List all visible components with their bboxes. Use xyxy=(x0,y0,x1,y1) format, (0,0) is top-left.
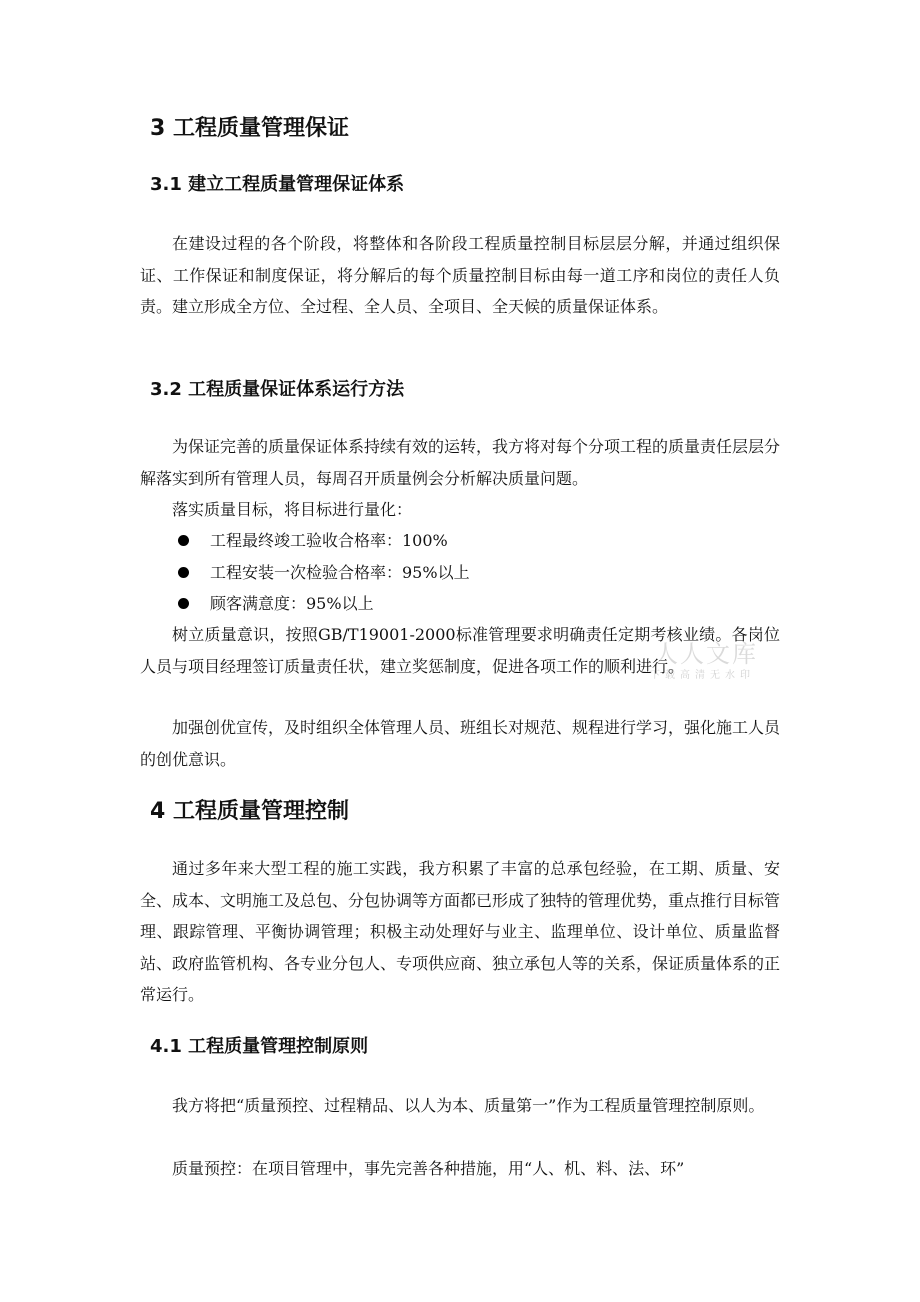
section-4-1-paragraph-2: 质量预控：在项目管理中，事先完善各种措施，用“人、机、料、法、环” xyxy=(172,1159,685,1178)
quality-target-list xyxy=(172,525,772,620)
section-3-2-heading: 3.2 工程质量保证体系运行方法 xyxy=(150,379,405,400)
list-item-text: 顾客满意度：95%以上 xyxy=(210,594,374,613)
section-4-1-paragraph-1: 我方将把“质量预控、过程精品、以人为本、质量第一”作为工程质量管理控制原则。 xyxy=(172,1096,765,1115)
section-4-1-heading: 4.1 工程质量管理控制原则 xyxy=(150,1036,369,1057)
list-item-text: 工程安装一次检验合格率：95%以上 xyxy=(210,562,470,582)
list-item xyxy=(172,525,772,557)
section-3-2-paragraph-4: 加强创优宣传，及时组织全体管理人员、班组长对规范、规程进行学习，强化施工人员的创优意识。 xyxy=(140,718,781,769)
section-3-2-paragraph-3: 树立质量意识，按照GB/T19001-2000标准管理要求明确责任定期考核业绩。各岗位人员与项目经理签订质量责任状，建立奖惩制度，促进各项工作的顺利进行。 xyxy=(140,625,780,676)
section-3-1-paragraph: 在建设过程的各个阶段，将整体和各阶段工程质量控制目标层层分解，并通过组织保证、工作保证和制度保证，将分解后的每个质量控制目标由每一道工序和岗位的责任人负责。建立形成全方位、全过程、全人员、全项目、全天候的质量保证体系。 xyxy=(140,234,780,316)
list-item-text: 工程最终竣工验收合格率：100% xyxy=(210,531,448,550)
list-item xyxy=(172,588,772,620)
section-4-heading: 4 工程质量管理控制 xyxy=(150,799,349,824)
watermark-subtitle: 下载高清无水印 xyxy=(650,670,755,681)
section-3-2-paragraph-2: 落实质量目标，将目标进行量化： xyxy=(172,500,413,519)
bullet-dot-icon xyxy=(178,535,189,546)
section-3-heading: 3 工程质量管理保证 xyxy=(150,116,349,141)
list-item xyxy=(172,557,772,589)
watermark-title: 人人文库 xyxy=(654,640,758,668)
bullet-dot-icon xyxy=(178,598,189,609)
section-3-2-paragraph-1: 为保证完善的质量保证体系持续有效的运转，我方将对每个分项工程的质量责任层层分解落实到所有管理人员，每周召开质量例会分析解决质量问题。 xyxy=(140,437,781,488)
section-4-paragraph: 通过多年来大型工程的施工实践，我方积累了丰富的总承包经验，在工期、质量、安全、成本、文明施工及总包、分包协调等方面都已形成了独特的管理优势，重点推行目标管理、跟踪管理、平衡协调管理；积极主动处理好与业主、监理单位、设计单位、质量监督站、政府监管机构、各专业分包人、专项供应商、独立承包人等的关系，保证质量体系的正常运行。 xyxy=(140,859,781,1004)
bullet-dot-icon xyxy=(178,567,189,578)
section-3-1-heading: 3.1 建立工程质量管理保证体系 xyxy=(150,174,405,195)
